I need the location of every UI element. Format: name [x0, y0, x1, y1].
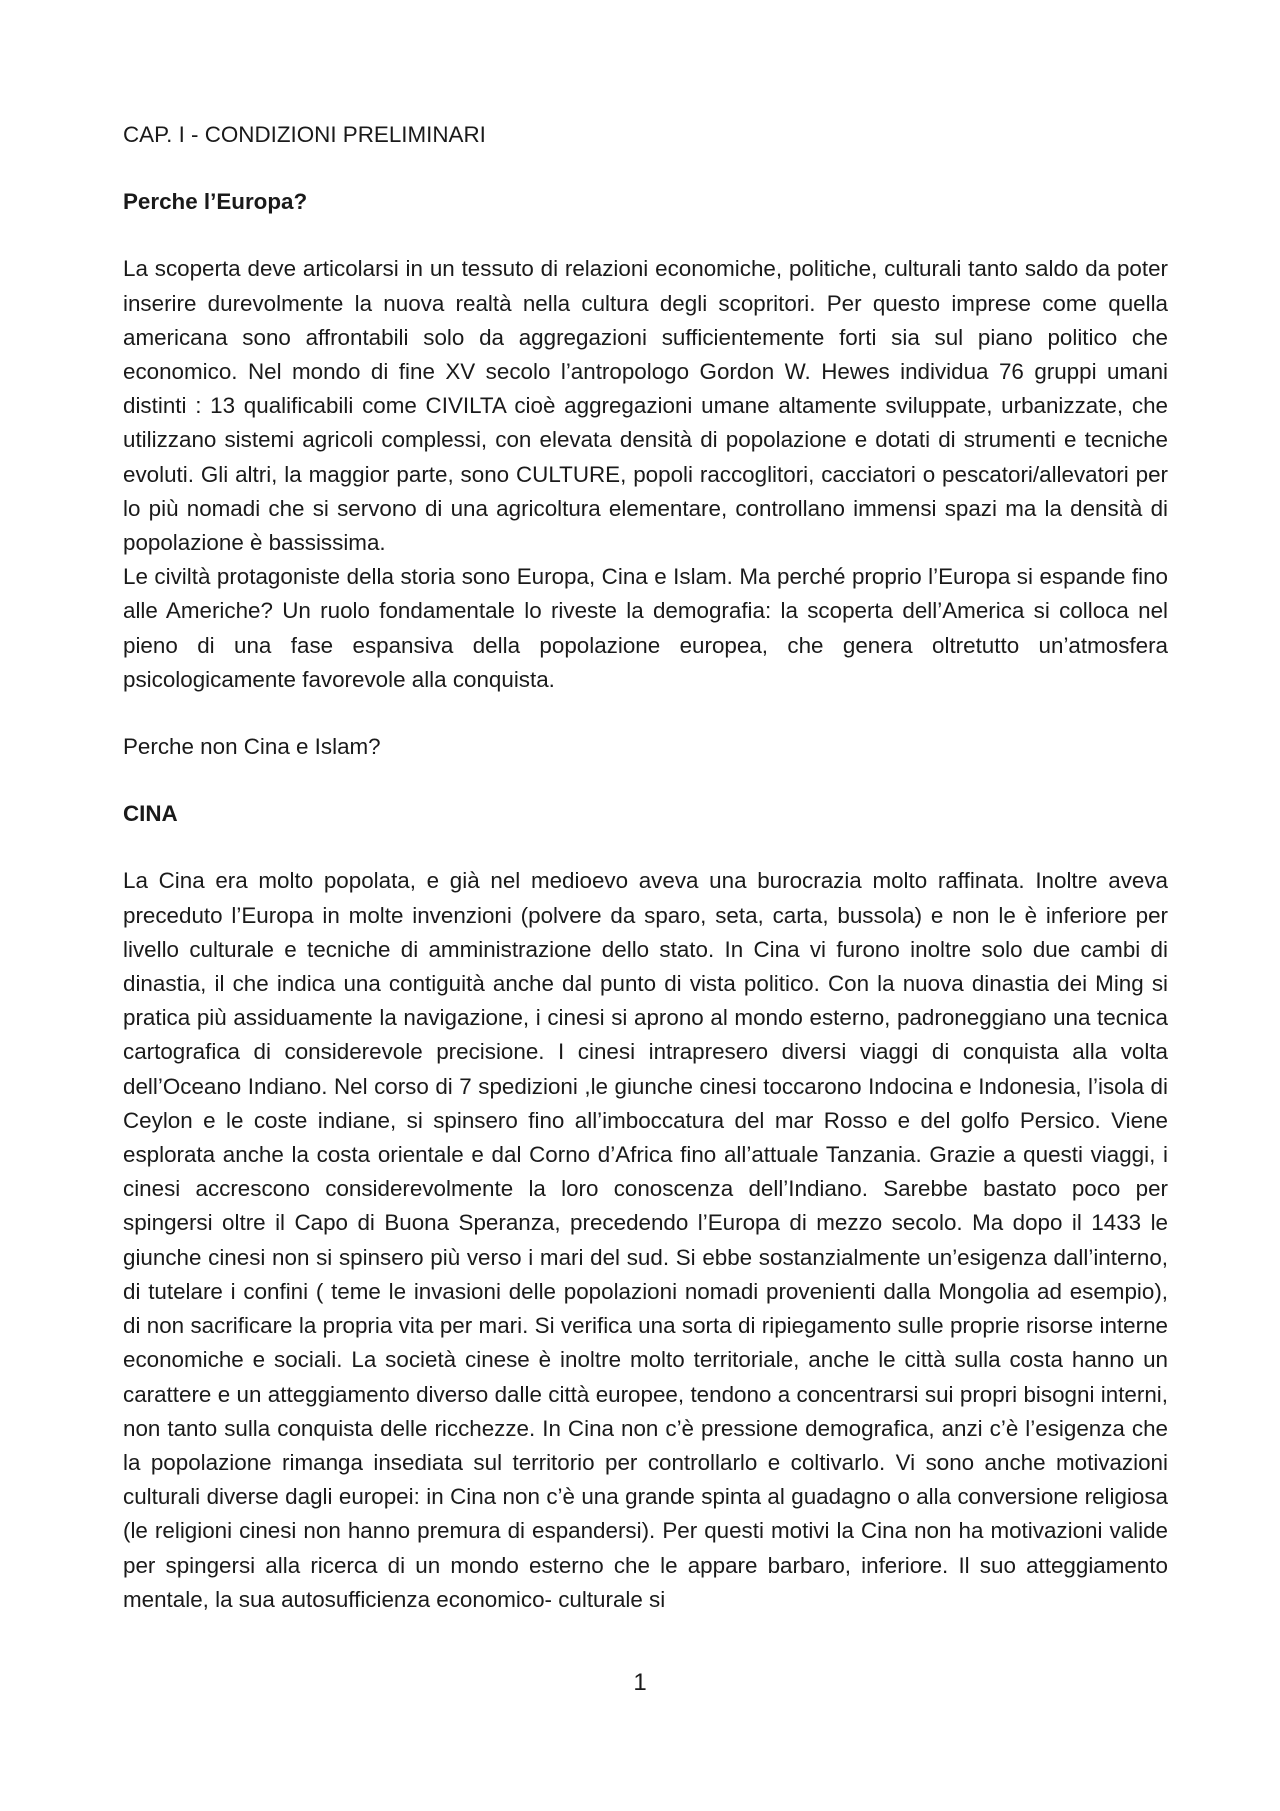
subsection-title: CINA	[123, 801, 178, 827]
spacer	[123, 219, 1168, 252]
chapter-title: CAP. I - CONDIZIONI PRELIMINARI	[123, 122, 486, 147]
paragraph-civilizations: Le civiltà protagoniste della storia sono Europa, Cina e Islam. Ma perché proprio l’Europa si espande fino alle Americhe? Un ruolo fondamentale lo riveste la demografia: la scoperta dell’America si colloca nel pieno di una fase espansiva della popolazione europea, che genera oltretutto un’atmosfera psicologicamente favorevole alla conquista.	[123, 564, 1168, 692]
question-heading: Perche non Cina e Islam?	[123, 734, 381, 760]
paragraph-china: La Cina era molto popolata, e già nel medioevo aveva una burocrazia molto raffinata. Inoltre aveva preceduto l’Europa in molte invenzioni (polvere da sparo, seta, carta, bussola) e non le è inferiore per livello culturale e tecniche di amministrazione dello stato. In Cina vi furono inoltre solo due cambi di dinastia, il che indica una contiguità anche dal punto di vista politico. Con la nuova dinastia dei Ming si pratica più assiduamente la navigazione, i cinesi si aprono al mondo esterno, padroneggiano una tecnica cartografica di considerevole precisione. I cinesi intrapresero diversi viaggi di conquista alla volta dell’Oceano Indiano. Nel corso di 7 spedizioni ,le giunche cinesi toccarono Indocina e Indonesia, l’isola di Ceylon e le coste indiane, si spinsero fino all’imboccatura del mar Rosso e del golfo Persico. Viene esplorata anche la costa orientale e dal Corno d’Africa fino all’attuale Tanzania. Grazie a questi viaggi, i cinesi accrescono considerevolmente la loro conoscenza dell’Indiano. Sarebbe bastato poco per spingersi oltre il Capo di Buona Speranza, precedendo l’Europa di mezzo secolo. Ma dopo il 1433 le giunche cinesi non si spinsero più verso i mari del sud. Si ebbe sostanzialmente un’esigenza dall’interno, di tutelare i confini ( teme le invasioni delle popolazioni nomadi provenienti dalla Mongolia ad esempio), di non sacrificare la propria vita per mari. Si verifica una sorta di ripiegamento sulle proprie risorse interne economiche e sociali. La società cinese è inoltre molto territoriale, anche le città sulla costa hanno un carattere e un atteggiamento diverso dalle città europee, tendono a concentrarsi sui propri bisogni interni, non tanto sulla conquista delle ricchezze. In Cina non c’è pressione demografica, anzi c’è l’esigenza che la popolazione rimanga insediata sul territorio per controllarlo e coltivarlo. Vi sono anche motivazioni culturali diverse dagli europei: in Cina non c’è una grande spinta al guadagno o alla conversione religiosa (le religioni cinesi non hanno premura di espandersi). Per questi motivi la Cina non ha motivazioni valide per spingersi alla ricerca di un mondo esterno che le appare barbaro, inferiore. Il suo atteggiamento mentale, la sua autosufficienza economico- culturale si	[123, 868, 1168, 1612]
page-number: 1	[633, 1669, 647, 1696]
section-title: Perche l’Europa?	[123, 189, 308, 215]
spacer	[123, 831, 1168, 864]
spacer	[123, 152, 1168, 185]
spacer	[123, 697, 1168, 730]
spacer	[123, 764, 1168, 797]
document-body	[123, 118, 1168, 1617]
paragraph-intro: La scoperta deve articolarsi in un tessuto di relazioni economiche, politiche, culturali tanto saldo da poter inserire durevolmente la nuova realtà nella cultura degli scopritori. Per questo imprese come quella americana sono affrontabili solo da aggregazioni sufficientemente forti sia sul piano politico che economico. Nel mondo di fine XV secolo l’antropologo Gordon W. Hewes individua 76 gruppi umani distinti : 13 qualificabili come CIVILTA cioè aggregazioni umane altamente sviluppate, urbanizzate, che utilizzano sistemi agricoli complessi, con elevata densità di popolazione e dotati di strumenti e tecniche evoluti. Gli altri, la maggior parte, sono CULTURE, popoli raccoglitori, cacciatori o pescatori/allevatori per lo più nomadi che si servono di una agricoltura elementare, controllano immensi spazi ma la densità di popolazione è bassissima.	[123, 256, 1168, 556]
